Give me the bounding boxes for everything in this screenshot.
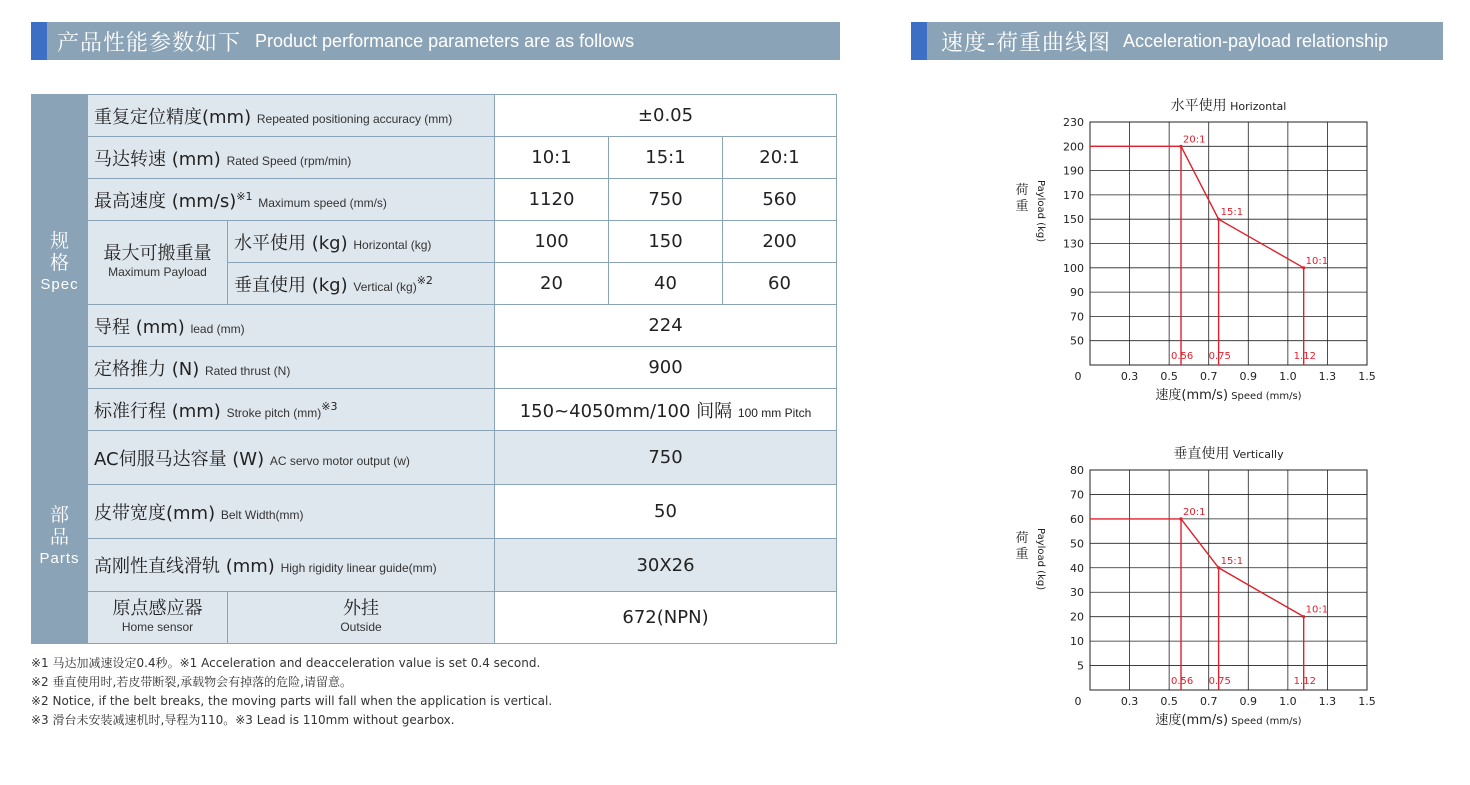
drop-label: 0.56 bbox=[1171, 676, 1194, 687]
value-ratio-2: 15:1 bbox=[609, 137, 723, 179]
y-tick-label: 70 bbox=[1070, 488, 1084, 502]
value-lead: 224 bbox=[495, 305, 837, 347]
group-spec-char: 规 bbox=[49, 229, 69, 252]
group-parts-en: Parts bbox=[39, 550, 80, 567]
x-tick-label: 1.5 bbox=[1358, 370, 1376, 383]
point-label: 20:1 bbox=[1183, 506, 1206, 518]
chart-horizontal bbox=[1010, 90, 1390, 410]
value-max-speed-2: 750 bbox=[609, 179, 723, 221]
y-axis-label-zh: 重 bbox=[1015, 547, 1029, 562]
y-tick-label: 200 bbox=[1063, 140, 1084, 154]
point-label: 20:1 bbox=[1183, 134, 1206, 146]
chart-title bbox=[1173, 445, 1284, 462]
group-parts-char: 品 bbox=[49, 526, 69, 548]
curve-point bbox=[1217, 218, 1220, 221]
curve-point bbox=[1302, 615, 1305, 618]
chart-banner-title: 速度-荷重曲线图 bbox=[941, 30, 1111, 56]
value-max-speed-1: 1120 bbox=[495, 179, 609, 221]
x-tick-label: 1.3 bbox=[1318, 695, 1337, 708]
chart-title-zh: 水平使用 bbox=[1170, 98, 1227, 114]
curve-point bbox=[1179, 145, 1182, 148]
y-tick-label: 130 bbox=[1063, 237, 1084, 251]
y-tick-label: 60 bbox=[1070, 512, 1084, 526]
y-axis-label-en: Payload (kg) bbox=[1035, 180, 1046, 243]
table-row bbox=[32, 431, 837, 485]
chart-title-zh: 垂直使用 bbox=[1173, 446, 1230, 462]
point-label: 15:1 bbox=[1220, 555, 1244, 567]
label-max-speed: 最高速度 $(mm/s)^{※1}$ Maximum speed (mm/s) bbox=[88, 179, 495, 221]
footnote: ※2 Notice, if the belt breaks, the moving parts will fall when the application is vertical. bbox=[31, 694, 553, 708]
x-axis-label bbox=[1155, 712, 1301, 728]
y-tick-label: 30 bbox=[1070, 586, 1084, 600]
value-accuracy: ±0.05 bbox=[495, 95, 837, 137]
table-row bbox=[32, 539, 837, 592]
group-parts bbox=[32, 431, 88, 644]
value-ratio-1: 10:1 bbox=[495, 137, 609, 179]
footnotes bbox=[31, 654, 552, 730]
y-tick-label: 10 bbox=[1070, 635, 1084, 649]
value-max-speed-3: 560 bbox=[723, 179, 837, 221]
point-label: 10:1 bbox=[1305, 255, 1329, 267]
y-tick-label: 40 bbox=[1070, 561, 1084, 575]
table-row bbox=[32, 137, 837, 179]
x-tick-label: 1.3 bbox=[1318, 370, 1337, 383]
x-axis-label-en: Speed (mm/s) bbox=[1228, 716, 1302, 727]
label-accuracy: 重复定位精度(mm) Repeated positioning accuracy (mm) bbox=[88, 95, 495, 137]
label-thrust: 定格推力 (N) Rated thrust (N) bbox=[88, 347, 495, 389]
label-stroke: 标准行程 (mm) Stroke pitch (mm)$^{※3}$ bbox=[88, 389, 495, 431]
payload-curve bbox=[1090, 146, 1304, 267]
x-tick-label: 0.7 bbox=[1199, 695, 1218, 708]
y-axis-label-zh: 荷 bbox=[1015, 531, 1029, 546]
table-row bbox=[32, 347, 837, 389]
x-tick-label: 0.5 bbox=[1160, 695, 1178, 708]
label-rated-speed: 马达转速 (mm) Rated Speed (rpm/min) bbox=[88, 137, 495, 179]
banner-accent bbox=[31, 22, 47, 60]
label-sensor-outside: 外挂 Outside bbox=[228, 592, 495, 644]
y-tick-label: 90 bbox=[1070, 286, 1084, 300]
label-belt: 皮带宽度(mm) Belt Width(mm) bbox=[88, 485, 495, 539]
y-tick-label: 100 bbox=[1063, 261, 1084, 275]
plot-frame bbox=[1090, 470, 1367, 690]
value-vertical-3: 60 bbox=[723, 263, 837, 305]
label-guide: 高刚性直线滑轨 (mm) High rigidity linear guide(mm) bbox=[88, 539, 495, 592]
curve-point bbox=[1217, 566, 1220, 569]
table-row bbox=[32, 95, 837, 137]
x-tick-label: 1.0 bbox=[1279, 695, 1297, 708]
x-tick-label: 1.5 bbox=[1358, 695, 1376, 708]
y-axis-label-en: Payload (kg) bbox=[1035, 528, 1046, 591]
y-tick-label: 190 bbox=[1063, 164, 1084, 178]
point-label: 10:1 bbox=[1305, 604, 1329, 616]
value-motor: 750 bbox=[495, 431, 837, 485]
y-tick-label: 70 bbox=[1070, 310, 1084, 324]
x-tick-label: 0.3 bbox=[1120, 370, 1139, 383]
group-spec-en: Spec bbox=[40, 275, 79, 293]
x-tick-label: 0.5 bbox=[1160, 370, 1178, 383]
value-vertical-2: 40 bbox=[609, 263, 723, 305]
group-spec-char: 格 bbox=[49, 251, 69, 274]
table-row bbox=[32, 179, 837, 221]
table-row bbox=[32, 485, 837, 539]
footnote: ※3 滑台未安装减速机时,导程为110。※3 Lead is 110mm without gearbox. bbox=[31, 713, 455, 727]
value-vertical-1: 20 bbox=[495, 263, 609, 305]
y-tick-label: 170 bbox=[1063, 188, 1084, 202]
y-axis-label-zh: 荷 bbox=[1015, 183, 1029, 198]
spec-banner-subtitle: Product performance parameters are as follows bbox=[255, 30, 635, 51]
value-ratio-3: 20:1 bbox=[723, 137, 837, 179]
value-horizontal-1: 100 bbox=[495, 221, 609, 263]
chart-banner bbox=[911, 22, 1443, 60]
x-tick-label: 0 bbox=[1074, 370, 1082, 383]
chart-title-en: Horizontal bbox=[1226, 100, 1287, 113]
y-tick-label: 50 bbox=[1070, 334, 1084, 348]
x-axis-label-zh: 速度(mm/s) bbox=[1155, 388, 1229, 403]
drop-label: 1.12 bbox=[1293, 676, 1316, 687]
x-axis-label-en: Speed (mm/s) bbox=[1228, 391, 1302, 402]
spec-table bbox=[31, 94, 837, 644]
x-tick-label: 0.7 bbox=[1199, 370, 1218, 383]
x-tick-label: 1.0 bbox=[1279, 370, 1297, 383]
y-tick-label: 5 bbox=[1077, 659, 1084, 673]
drop-label: 0.75 bbox=[1208, 351, 1231, 362]
x-axis-label bbox=[1155, 387, 1301, 403]
label-lead: 导程 (mm) lead (mm) bbox=[88, 305, 495, 347]
curve-point bbox=[1302, 266, 1305, 269]
table-row bbox=[32, 592, 837, 644]
value-guide: 30X26 bbox=[495, 539, 837, 592]
y-tick-label: 80 bbox=[1070, 464, 1084, 477]
x-tick-label: 0.9 bbox=[1239, 370, 1258, 383]
x-tick-label: 0.9 bbox=[1239, 695, 1258, 708]
chart-vertical bbox=[1010, 440, 1390, 740]
y-tick-label: 50 bbox=[1070, 537, 1084, 551]
banner-accent bbox=[911, 22, 927, 60]
y-tick-label: 230 bbox=[1063, 116, 1084, 129]
chart-banner-subtitle: Acceleration-payload relationship bbox=[1122, 30, 1389, 51]
value-home-sensor: 672(NPN) bbox=[495, 592, 837, 644]
chart-title bbox=[1171, 97, 1287, 114]
footnote: ※2 垂直使用时,若皮带断裂,承载物会有掉落的危险,请留意。 bbox=[31, 675, 352, 689]
y-tick-label: 150 bbox=[1063, 213, 1084, 227]
label-max-payload: 最大可搬重量 Maximum Payload bbox=[88, 221, 228, 305]
x-tick-label: 0 bbox=[1074, 695, 1082, 708]
spec-banner bbox=[31, 22, 840, 60]
y-tick-label: 20 bbox=[1070, 610, 1084, 624]
label-vertical: 垂直使用 (kg) Vertical (kg)$^{※2}$ bbox=[228, 263, 495, 305]
value-stroke: 150~4050mm/100 间隔 100 mm Pitch bbox=[495, 389, 837, 431]
label-motor: AC伺服马达容量 (W) AC servo motor output (w) bbox=[88, 431, 495, 485]
curve-point bbox=[1179, 517, 1182, 520]
footnote: ※1 马达加减速设定0.4秒。※1 Acceleration and deacceleration value is set 0.4 second. bbox=[31, 656, 541, 670]
value-horizontal-2: 150 bbox=[609, 221, 723, 263]
value-horizontal-3: 200 bbox=[723, 221, 837, 263]
spec-banner-title: 产品性能参数如下 bbox=[57, 30, 242, 56]
label-home-sensor: 原点感应器 Home sensor bbox=[88, 592, 228, 644]
table-row bbox=[32, 221, 837, 263]
drop-label: 0.75 bbox=[1208, 676, 1231, 687]
label-horizontal: 水平使用 (kg) Horizontal (kg) bbox=[228, 221, 495, 263]
table-row bbox=[32, 389, 837, 431]
chart-title-en: Vertically bbox=[1229, 448, 1284, 461]
x-tick-label: 0.3 bbox=[1120, 695, 1139, 708]
y-axis-label-zh: 重 bbox=[1015, 199, 1029, 214]
group-parts-char: 部 bbox=[49, 504, 69, 526]
drop-label: 1.12 bbox=[1293, 351, 1316, 362]
value-belt: 50 bbox=[495, 485, 837, 539]
value-thrust: 900 bbox=[495, 347, 837, 389]
x-axis-label-zh: 速度(mm/s) bbox=[1155, 713, 1229, 728]
group-spec bbox=[32, 95, 88, 431]
drop-label: 0.56 bbox=[1171, 351, 1194, 362]
point-label: 15:1 bbox=[1220, 207, 1244, 219]
table-row bbox=[32, 305, 837, 347]
